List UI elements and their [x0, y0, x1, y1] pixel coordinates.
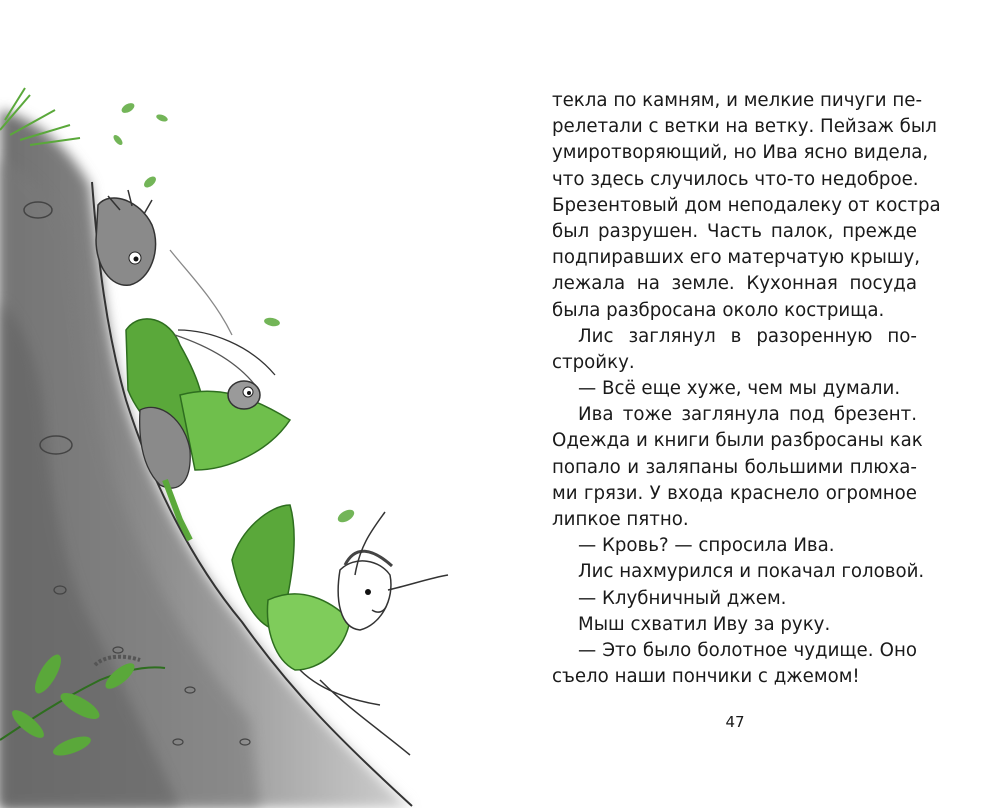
- text-line: Мыш схватил Иву за руку.: [578, 613, 831, 635]
- text-line: лежала на земле. Кухонная посуда: [552, 273, 917, 295]
- text-line: Брезентовый дом неподалеку от костра: [552, 194, 941, 216]
- text-line: — Это было болотное чудище. Оно: [578, 639, 917, 661]
- text-line: что здесь случилось что-то недоброе.: [552, 168, 919, 190]
- text-line: была разбросана около кострища.: [552, 299, 885, 321]
- text-line: текла по камням, и мелкие пичуги пе-: [552, 90, 923, 111]
- text-line: Ива тоже заглянула под брезент.: [578, 404, 917, 426]
- text-line: релетали с ветки на ветку. Пейзаж был: [552, 116, 937, 138]
- text-line: ми грязи. У входа краснело огромное: [552, 482, 917, 504]
- text-line: попало и заляпаны большими плюха-: [552, 456, 917, 478]
- text-line: — Клубничный джем.: [578, 587, 787, 609]
- text-line: съело наши пончики с джемом!: [552, 666, 860, 688]
- text-line: умиротворяющий, но Ива ясно видела,: [552, 142, 929, 164]
- text-line: Лис заглянул в разоренную по-: [578, 325, 917, 347]
- page-number: 47: [725, 713, 745, 731]
- text-line: липкое пятно.: [552, 509, 689, 530]
- text-line: — Всё еще хуже, чем мы думали.: [578, 378, 901, 400]
- text-line: стройку.: [552, 351, 635, 373]
- text-line: Лис нахмурился и покачал головой.: [578, 561, 925, 583]
- text-line: Одежда и книги были разбросаны как: [552, 430, 923, 452]
- body-text: [552, 88, 941, 690]
- mouse-character: [96, 190, 232, 335]
- text-line: подпиравших его матерчатую крышу,: [552, 247, 920, 269]
- text-line: — Кровь? — спросила Ива.: [578, 535, 835, 557]
- text-line: был разрушен. Часть палок, прежде: [552, 220, 917, 242]
